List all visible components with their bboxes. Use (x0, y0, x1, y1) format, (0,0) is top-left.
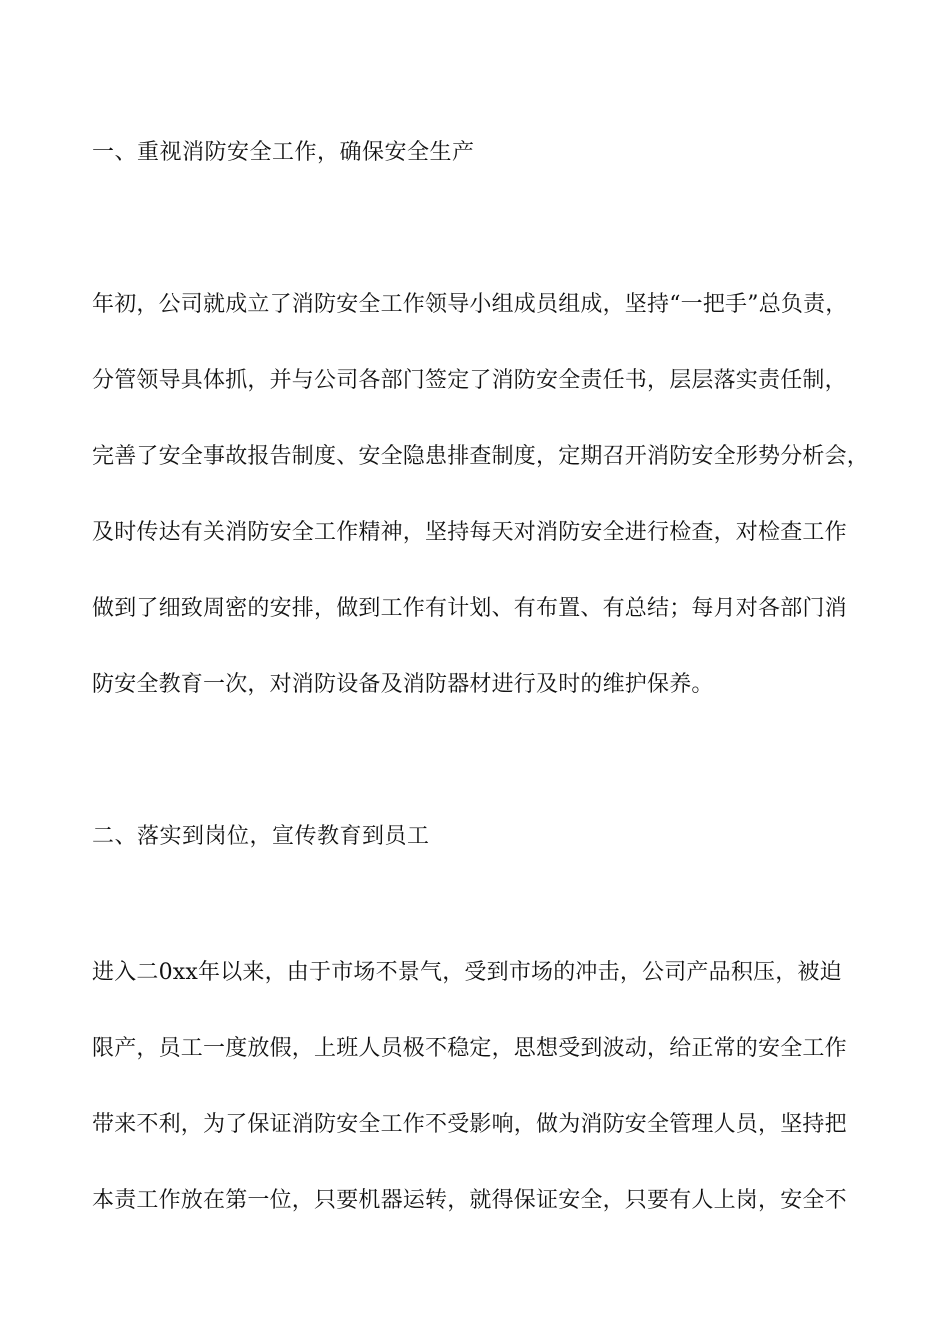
section-2-line-4: 本责工作放在第一位，只要机器运转，就得保证安全，只要有人上岗，安全不 (92, 1188, 847, 1213)
section-1-line-1: 年初，公司就成立了消防安全工作领导小组成员组成，坚持“一把手”总负责， (92, 292, 848, 317)
section-2-line-2: 限产，员工一度放假，上班人员极不稳定，思想受到波动，给正常的安全工作 (92, 1036, 847, 1061)
section-1-line-6: 防安全教育一次，对消防设备及消防器材进行及时的维护保养。 (92, 672, 714, 697)
section-1-line-2: 分管领导具体抓，并与公司各部门签定了消防安全责任书，层层落实责任制， (92, 368, 847, 393)
section-1-line-5: 做到了细致周密的安排，做到工作有计划、有布置、有总结；每月对各部门消 (92, 596, 847, 621)
section-1-line-3: 完善了安全事故报告制度、安全隐患排查制度，定期召开消防安全形势分析会， (92, 444, 870, 469)
section-1-line-4: 及时传达有关消防安全工作精神，坚持每天对消防安全进行检查，对检查工作 (92, 520, 847, 545)
section-2-line-1: 进入二0xx年以来，由于市场不景气，受到市场的冲击，公司产品积压，被迫 (92, 960, 842, 985)
section-2-heading: 二、落实到岗位，宣传教育到员工 (92, 824, 430, 849)
section-2-line-3: 带来不利，为了保证消防安全工作不受影响，做为消防安全管理人员，坚持把 (92, 1112, 847, 1137)
section-1-heading: 一、重视消防安全工作，确保安全生产 (92, 140, 475, 165)
